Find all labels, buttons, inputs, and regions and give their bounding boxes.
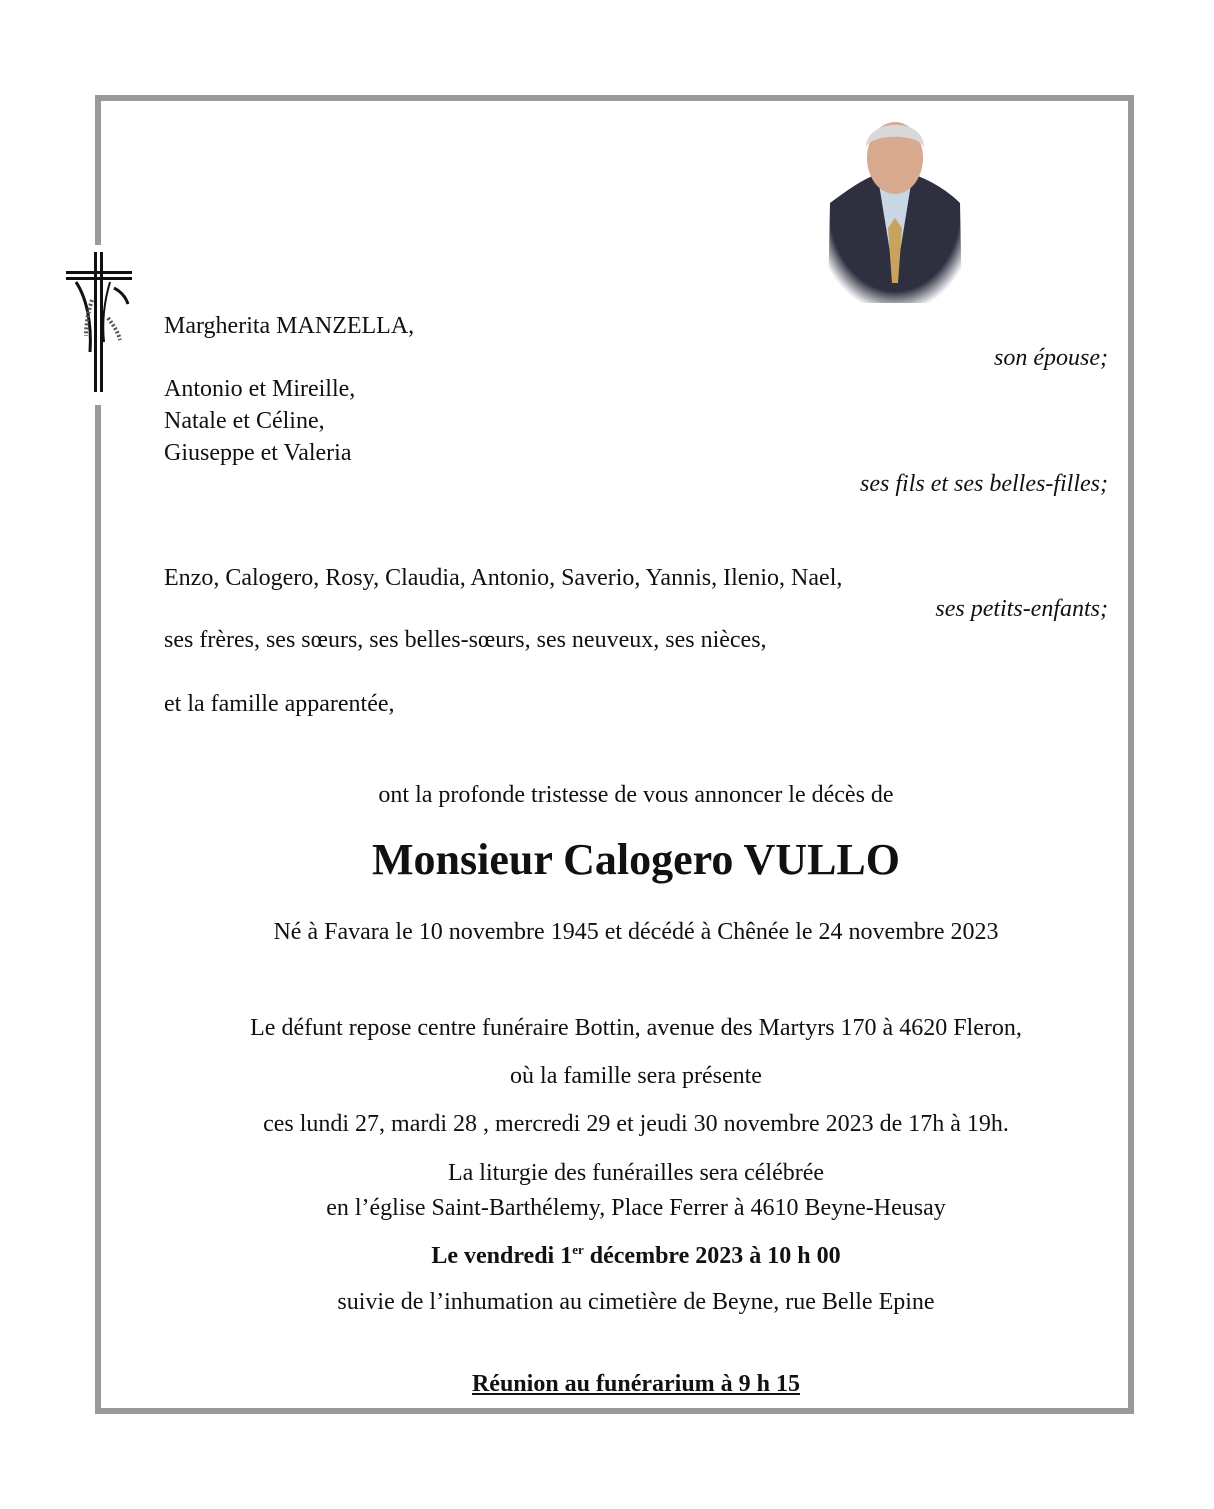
visitation-location: Le défunt repose centre funéraire Bottin, avenue des Martyrs 170 à 4620 Fleron, xyxy=(250,1015,1022,1041)
border-bottom xyxy=(95,1408,1134,1414)
family-siblings: ses frères, ses sœurs, ses belles-sœurs, ses neuveux, ses nièces, xyxy=(164,627,767,653)
family-spouse-name: Margherita MANZELLA, xyxy=(164,313,415,339)
family-son-3: Giuseppe et Valeria xyxy=(164,440,352,466)
portrait-photo xyxy=(820,108,970,303)
service-date xyxy=(0,1243,1214,1268)
service-date-time: décembre 2023 à 10 h 00 xyxy=(583,1243,841,1269)
liturgy-line-2: en l’église Saint-Barthélemy, Place Ferrer à 4610 Beyne-Heusay xyxy=(326,1195,946,1221)
family-relatives: et la famille apparentée, xyxy=(164,691,395,717)
announcement: ont la profonde tristesse de vous annoncer le décès de xyxy=(378,782,894,808)
birth-death: Né à Favara le 10 novembre 1945 et décédé à Chênée le 24 novembre 2023 xyxy=(273,919,999,945)
family-grandchildren: Enzo, Calogero, Rosy, Claudia, Antonio, Saverio, Yannis, Ilenio, Nael, xyxy=(164,565,843,591)
border-top xyxy=(95,95,1134,101)
family-spouse-relation: son épouse; xyxy=(994,345,1108,371)
meeting: Réunion au funérarium à 9 h 15 xyxy=(471,1371,801,1397)
visitation-presence: où la famille sera présente xyxy=(510,1063,762,1089)
cross-with-wheat-icon xyxy=(64,252,134,394)
border-left-upper xyxy=(95,95,101,245)
deceased-name: Monsieur Calogero VULLO xyxy=(371,835,901,884)
family-son-2: Natale et Céline, xyxy=(164,408,325,434)
service-date-ordinal: er xyxy=(572,1242,584,1257)
family-son-1: Antonio et Mireille, xyxy=(164,376,356,402)
liturgy-line-1: La liturgie des funérailles sera célébrée xyxy=(447,1160,825,1186)
family-grandchildren-relation: ses petits-enfants; xyxy=(935,596,1108,622)
family-sons-relation: ses fils et ses belles-filles; xyxy=(860,471,1108,497)
burial: suivie de l’inhumation au cimetière de Beyne, rue Belle Epine xyxy=(337,1289,935,1315)
service-date-day: Le vendredi 1 xyxy=(431,1243,573,1269)
visitation-dates: ces lundi 27, mardi 28 , mercredi 29 et jeudi 30 novembre 2023 de 17h à 19h. xyxy=(263,1111,1009,1137)
